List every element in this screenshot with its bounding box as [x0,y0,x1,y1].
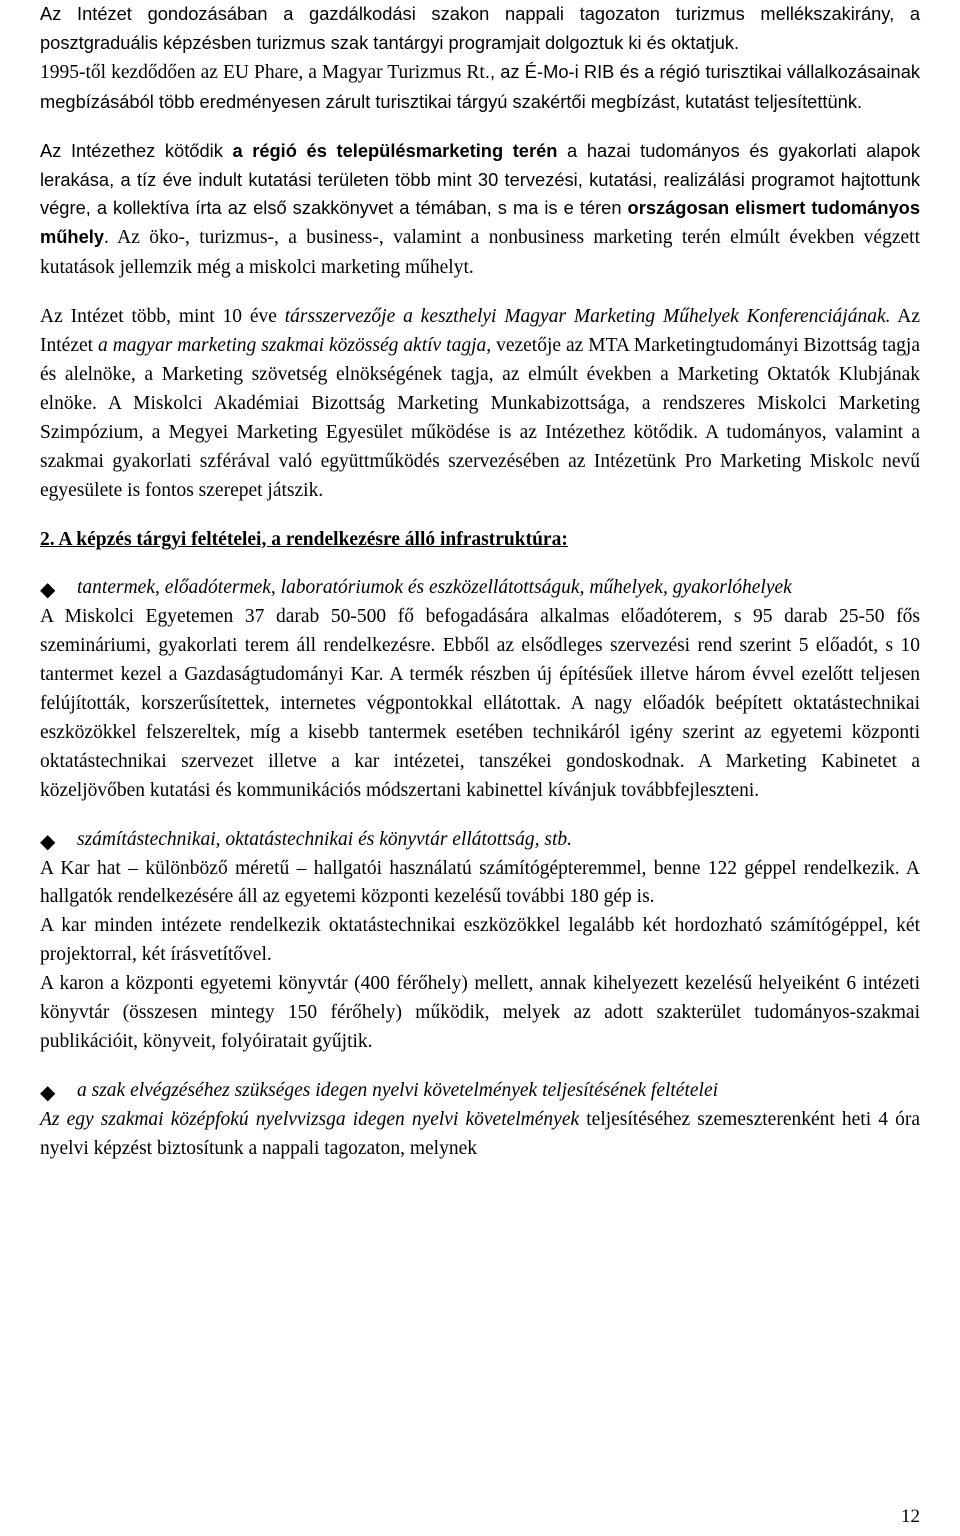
text-run: Az Intézet több, mint 10 éve [40,306,285,328]
text-bold: országosan elismert tudományos műhely [40,197,920,248]
diamond-bullet-icon: ◆ [40,830,56,853]
paragraph-phare-lead: 1995-től kezdődően az EU Phare, a Magyar Turizmus Rt [40,61,485,83]
text-run: teljesítéséhez szemeszterenként heti 4 óra nyelvi képzést biztosítunk a nappali tagozaton, melynek [40,1108,920,1159]
bullet-heading: a szak elvégzéséhez szükséges idegen nyelvi követelmények teljesítésének feltételei [77,1079,719,1101]
paragraph-regional-marketing [40,137,920,284]
paragraph-marketing-community [40,303,920,505]
text-bold: a régió és településmarketing terén [232,139,558,161]
text-run: a hazai tudományos és gyakorlati alapok lerakása, a tíz éve indult kutatási területen több mint 30 tervezési, kutatási, realizálási programot hajtottunk végre, a kollektíva írta az első szakkönyvet a témában, s ma is e téren [40,139,920,219]
diamond-bullet-icon: ◆ [40,1081,56,1104]
diamond-bullet-icon: ◆ [40,579,56,602]
bullet-language [40,1077,920,1106]
paragraph-institute-equipment: A kar minden intézete rendelkezik oktatástechnikai eszközökkel legalább két hordozható számítógéppel, két projektorral, két írásvetítővel. [40,915,920,966]
paragraph-classrooms: A Miskolci Egyetemen 37 darab 50-500 fő befogadására alkalmas előadóterem, s 95 darab 25-50 fős szemináriumi, gyakorlati terem áll rendelkezésre. Ebből az elsődleges szervezési rend szerint 5 előadót, s 10 tantermet kezel a Gazdaságtudományi Kar. A termék részben új építésűek illetve három évvel ezelőtt teljesen felújították, korszerűsítettek, internetes végpontokkal ellátottak. A nagy előadók beépített oktatástechnikai eszközökkel felszereltek, míg a kisebb tantermek esetében technikáról igény szerint az egyetemi központi oktatástechnikai szervezet illetve a kar intézetei, tanszékei gondoskodnak. A Marketing Kabinetet a közeljövőben kutatási és kommunikációs módszertani kabinettel kívánjuk továbbfejleszteni. [40,606,920,801]
paragraph-phare-rest: ., az É-Mo-i RIB és a régió turisztikai vállalkozásainak megbízásából több eredményesen zárult turisztikai tárgyú szakértői megbízást, kutatást teljesítettünk. [40,60,920,112]
bullet-classrooms [40,574,920,603]
section-heading: 2. A képzés tárgyi feltételei, a rendelkezésre álló infrastruktúra: [40,528,568,550]
text-run: . Az öko-, turizmus-, a business-, valamint a nonbusiness marketing terén elmúlt években végzett kutatások jellemzik még a miskolci marketing műhelyt. [40,227,920,279]
bullet-computing [40,826,920,855]
text-italic: társszervezője a keszthelyi Magyar Marketing Műhelyek Konferenciájának. [284,306,891,328]
page-number: 12 [901,1506,920,1527]
text-run: Az Intézethez kötődik [40,139,233,161]
paragraph-language-requirements [40,1106,920,1164]
text-italic: a magyar marketing szakmai közösség aktív tagja [98,335,487,357]
paragraph-computer-labs: A Kar hat – különböző méretű – hallgatói használatú számítógépteremmel, benne 122 géppel rendelkezik. A hallgatók rendelkezésére áll az egyetemi központi kezelésű további 180 gép is. [40,857,920,908]
paragraph-library: A karon a központi egyetemi könyvtár (400 férőhely) mellett, annak kihelyezett kezelésű helyeiként 6 intézeti könyvtár (összesen mintegy 150 férőhely) működik, melyek az adott szakterület tudományos-szakmai publikációit, könyveit, folyóiratait gyűjtik. [40,973,920,1052]
paragraph-phare-projects [40,58,920,117]
bullet-heading: számítástechnikai, oktatástechnikai és könyvtár ellátottság, stb. [77,828,573,850]
paragraph-tourism-programs: Az Intézet gondozásában a gazdálkodási szakon nappali tagozaton turizmus mellékszakirány, a posztgraduális képzésben turizmus szak tantárgyi programjait dolgoztuk ki és oktatjuk. [40,3,920,53]
text-italic: Az egy szakmai középfokú nyelvvizsga idegen nyelvi követelmények [40,1108,580,1130]
text-run: Az Intézet [40,306,920,357]
text-run: , vezetője az MTA Marketingtudományi Bizottság tagja és alelnöke, a Marketing szövetség elnökségének tagja, az elmúlt években a Marketing Oktatók Klubjának elnöke. A Miskolci Akadémiai Bizottság Marketing Munkabizottsága, a rendszeres Miskolci Marketing Szimpózium, a Megyei Marketing Egyesület működése is az Intézethez kötődik. A tudományos, valamint a szakmai gyakorlati szférával való együttműködés szervezésében az Intézetünk Pro Marketing Miskolc nevű egyesülete is fontos szerepet játszik. [40,335,920,501]
document-page [40,0,920,1164]
bullet-heading: tantermek, előadótermek, laboratóriumok és eszközellátottságuk, műhelyek, gyakorlóhelyek [77,577,792,599]
